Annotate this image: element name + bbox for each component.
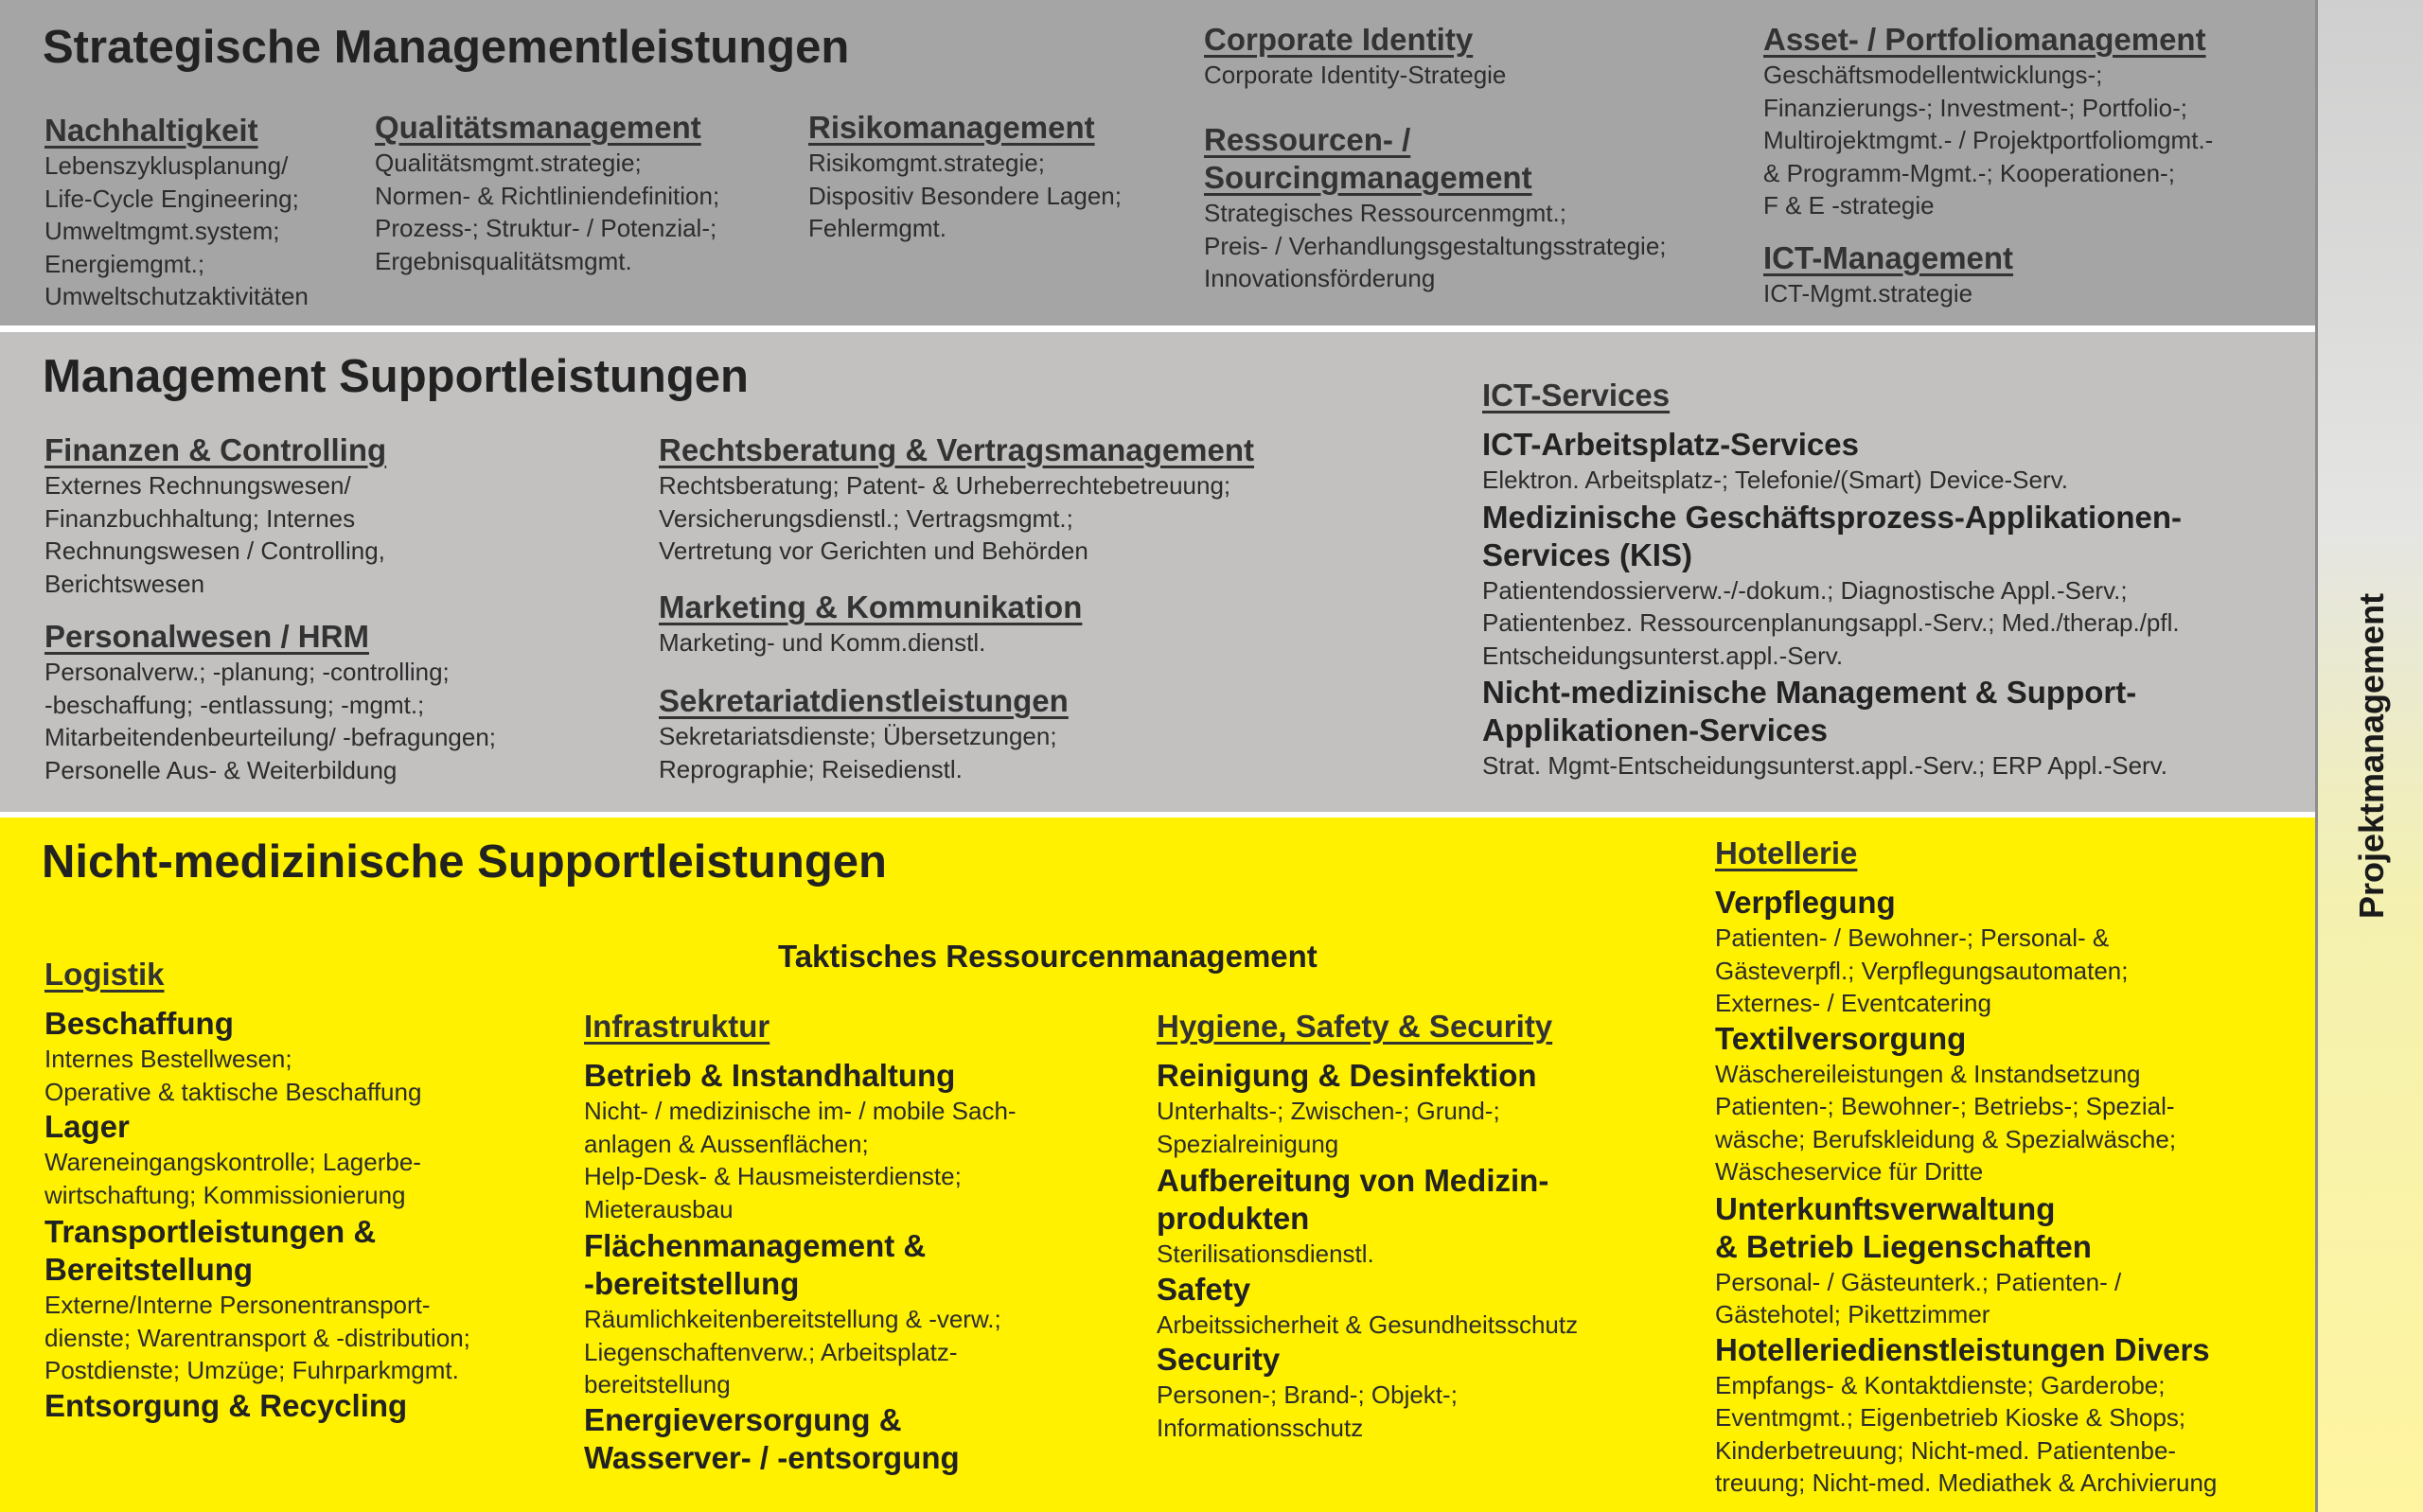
hygiene-block <box>1157 1008 1724 1444</box>
ict-management-block <box>1763 239 2293 310</box>
ict-management-text: ICT-Mgmt.strategie <box>1763 279 1973 308</box>
finanzen-heading: Finanzen & Controlling <box>44 432 387 467</box>
project-management-label: Projektmanagement <box>2352 592 2391 920</box>
ict-medical-apps-text: Patientendossierverw.-/-dokum.; Diagnostische Appl.-Serv.; Patientenbez. Ressourcenplanungsappl.-Serv.; Med./therap./pfl. Entscheidungsunterst.appl.-Serv. <box>1482 575 2180 670</box>
ict-nonmedical-apps-heading: Nicht-medizinische Management & Support- Applikationen-Services <box>1482 675 2137 747</box>
corporate-identity-text: Corporate Identity-Strategie <box>1204 61 1507 89</box>
risiko-heading: Risikomanagement <box>808 110 1095 145</box>
asset-portfolio-text: Geschäftsmodellentwicklungs-; Finanzierungs-; Investment-; Portfolio-; Multirojektmgmt.- / Projektportfoliomgmt.- & Programm-Mgmt.-; Kooperationen-; F & E -strategie <box>1763 61 2214 220</box>
transport-heading: Transportleistungen & Bereitstellung <box>44 1214 377 1287</box>
energie-heading: Energieversorgung & Wasserver- / -entsorgung <box>584 1401 960 1475</box>
betrieb-text: Nicht- / medizinische im- / mobile Sach- anlagen & Aussenflächen; Help-Desk- & Hausmeisterdienste; Mieterausbau <box>584 1097 1017 1223</box>
verpflegung-heading: Verpflegung <box>1715 885 1896 920</box>
nachhaltigkeit-block <box>44 112 366 313</box>
lager-heading: Lager <box>44 1109 130 1144</box>
non-medical-title: Nicht-medizinische Supportleistungen <box>42 836 887 888</box>
marketing-block <box>659 589 1321 659</box>
risiko-block <box>808 109 1187 245</box>
aufbereitung-text: Sterilisationsdienstl. <box>1157 1239 1374 1268</box>
tactical-resource-label: Taktisches Ressourcenmanagement <box>778 939 1318 974</box>
recht-block <box>659 431 1378 568</box>
ressourcen-heading-line2: Sourcingmanagement <box>1204 160 1532 195</box>
ressourcen-block <box>1204 121 1734 295</box>
ict-services-heading: ICT-Services <box>1482 378 1671 413</box>
nachhaltigkeit-text: Lebenszyklusplanung/ Life-Cycle Engineering; Umweltmgmt.system; Energiemgmt.; Umweltschutzaktivitäten <box>44 151 309 310</box>
qualitaet-heading: Qualitätsmanagement <box>375 110 701 145</box>
flaechen-heading: Flächenmanagement & -bereitstellung <box>584 1228 927 1301</box>
personal-text: Personalverw.; -planung; -controlling; -beschaffung; -entlassung; -mgmt.; Mitarbeitendenbeurteilung/ -befragungen; Personelle Aus- & Weiterbildung <box>44 658 497 784</box>
recht-text: Rechtsberatung; Patent- & Urheberrechtebetreuung; Versicherungsdienstl.; Vertragsmgmt.; Vertretung vor Gerichten und Behörden <box>659 471 1231 565</box>
strategic-title: Strategische Managementleistungen <box>43 22 850 73</box>
hotellerie-block <box>1715 835 2311 1500</box>
flaechen-text: Räumlichkeitenbereitstellung & -verw.; Liegenschaftenverw.; Arbeitsplatz- bereitstellung <box>584 1305 1001 1398</box>
safety-heading: Safety <box>1157 1271 1251 1307</box>
personal-heading: Personalwesen / HRM <box>44 619 369 654</box>
hygiene-heading: Hygiene, Safety & Security <box>1157 1009 1553 1044</box>
qualitaet-block <box>375 109 772 277</box>
ict-arbeitsplatz-heading: ICT-Arbeitsplatz-Services <box>1482 427 1859 462</box>
logistik-block <box>44 956 575 1425</box>
finanzen-block <box>44 431 612 600</box>
ressourcen-text: Strategisches Ressourcenmgmt.; Preis- / Verhandlungsgestaltungsstrategie; Innovationsförderung <box>1204 199 1667 292</box>
security-heading: Security <box>1157 1342 1281 1377</box>
security-text: Personen-; Brand-; Objekt-; Informationsschutz <box>1157 1380 1458 1442</box>
ict-medical-apps-heading: Medizinische Geschäftsprozess-Applikationen- Services (KIS) <box>1482 499 2182 572</box>
sekretariat-text: Sekretariatsdienste; Übersetzungen; Reprographie; Reisedienstl. <box>659 722 1057 783</box>
entsorgung-heading: Entsorgung & Recycling <box>44 1387 408 1423</box>
betrieb-heading: Betrieb & Instandhaltung <box>584 1058 956 1093</box>
logistik-heading: Logistik <box>44 957 165 992</box>
corporate-identity-heading: Corporate Identity <box>1204 22 1474 57</box>
sekretariat-block <box>659 682 1321 785</box>
ict-nonmedical-apps-text: Strat. Mgmt-Entscheidungsunterst.appl.-Serv.; ERP Appl.-Serv. <box>1482 751 2167 780</box>
verpflegung-text: Patienten- / Bewohner-; Personal- & Gästeverpfl.; Verpflegungsautomaten; Externes- / Eventcatering <box>1715 923 2129 1017</box>
infrastruktur-heading: Infrastruktur <box>584 1009 770 1044</box>
qualitaet-text: Qualitätsmgmt.strategie; Normen- & Richtliniendefinition; Prozess-; Struktur- / Potenzial-; Ergebnisqualitätsmgmt. <box>375 149 720 275</box>
corporate-identity-block <box>1204 21 1677 92</box>
unterkunft-heading: Unterkunftsverwaltung & Betrieb Liegenschaften <box>1715 1190 2092 1264</box>
hotellerie-heading: Hotellerie <box>1715 835 1858 870</box>
marketing-heading: Marketing & Kommunikation <box>659 589 1083 624</box>
ressourcen-heading-line1: Ressourcen- / <box>1204 122 1411 157</box>
textil-text: Wäschereileistungen & Instandsetzung Patienten-; Bewohner-; Betriebs-; Spezial- wäsche; Berufskleidung & Spezialwäsche; Wäscheservice für Dritte <box>1715 1059 2177 1186</box>
asset-portfolio-block <box>1763 21 2312 222</box>
asset-portfolio-heading: Asset- / Portfoliomanagement <box>1763 22 2206 57</box>
hotellerie-divers-heading: Hotelleriedienstleistungen Divers <box>1715 1331 2210 1367</box>
risiko-text: Risikomgmt.strategie; Dispositiv Besondere Lagen; Fehlermgmt. <box>808 149 1122 242</box>
reinigung-text: Unterhalts-; Zwischen-; Grund-; Spezialreinigung <box>1157 1097 1500 1158</box>
finanzen-text: Externes Rechnungswesen/ Finanzbuchhaltung; Internes Rechnungswesen / Controlling, Berichtswesen <box>44 471 385 598</box>
project-management-sidebar <box>2315 0 2423 1512</box>
beschaffung-text: Internes Bestellwesen; Operative & taktische Beschaffung <box>44 1045 422 1106</box>
hotellerie-divers-text: Empfangs- & Kontaktdienste; Garderobe; Eventmgmt.; Eigenbetrieb Kioske & Shops; Kinderbetreuung; Nicht-med. Patientenbe- treuung; Nicht-med. Mediathek & Archivierung <box>1715 1370 2218 1497</box>
ict-services-block <box>1482 377 2306 782</box>
nachhaltigkeit-heading: Nachhaltigkeit <box>44 113 258 148</box>
personal-block <box>44 618 650 786</box>
ict-arbeitsplatz-text: Elektron. Arbeitsplatz-; Telefonie/(Smart) Device-Serv. <box>1482 466 2068 494</box>
transport-text: Externe/Interne Personentransport- dienste; Warentransport & -distribution; Postdienste; Umzüge; Fuhrparkmgmt. <box>44 1291 470 1384</box>
lager-text: Wareneingangskontrolle; Lagerbe- wirtschaftung; Kommissionierung <box>44 1148 421 1209</box>
recht-heading: Rechtsberatung & Vertragsmanagement <box>659 432 1255 467</box>
unterkunft-text: Personal- / Gästeunterk.; Patienten- / Gästehotel; Pikettzimmer <box>1715 1267 2122 1328</box>
textil-heading: Textilversorgung <box>1715 1020 1967 1056</box>
aufbereitung-heading: Aufbereitung von Medizin- produkten <box>1157 1163 1549 1236</box>
sekretariat-heading: Sekretariatdienstleistungen <box>659 683 1069 718</box>
marketing-text: Marketing- und Komm.dienstl. <box>659 628 986 657</box>
ict-management-heading: ICT-Management <box>1763 240 2014 275</box>
reinigung-heading: Reinigung & Desinfektion <box>1157 1058 1537 1093</box>
beschaffung-heading: Beschaffung <box>44 1006 234 1041</box>
safety-text: Arbeitssicherheit & Gesundheitsschutz <box>1157 1310 1579 1339</box>
infrastruktur-block <box>584 1008 1152 1477</box>
management-support-title: Management Supportleistungen <box>43 351 749 402</box>
